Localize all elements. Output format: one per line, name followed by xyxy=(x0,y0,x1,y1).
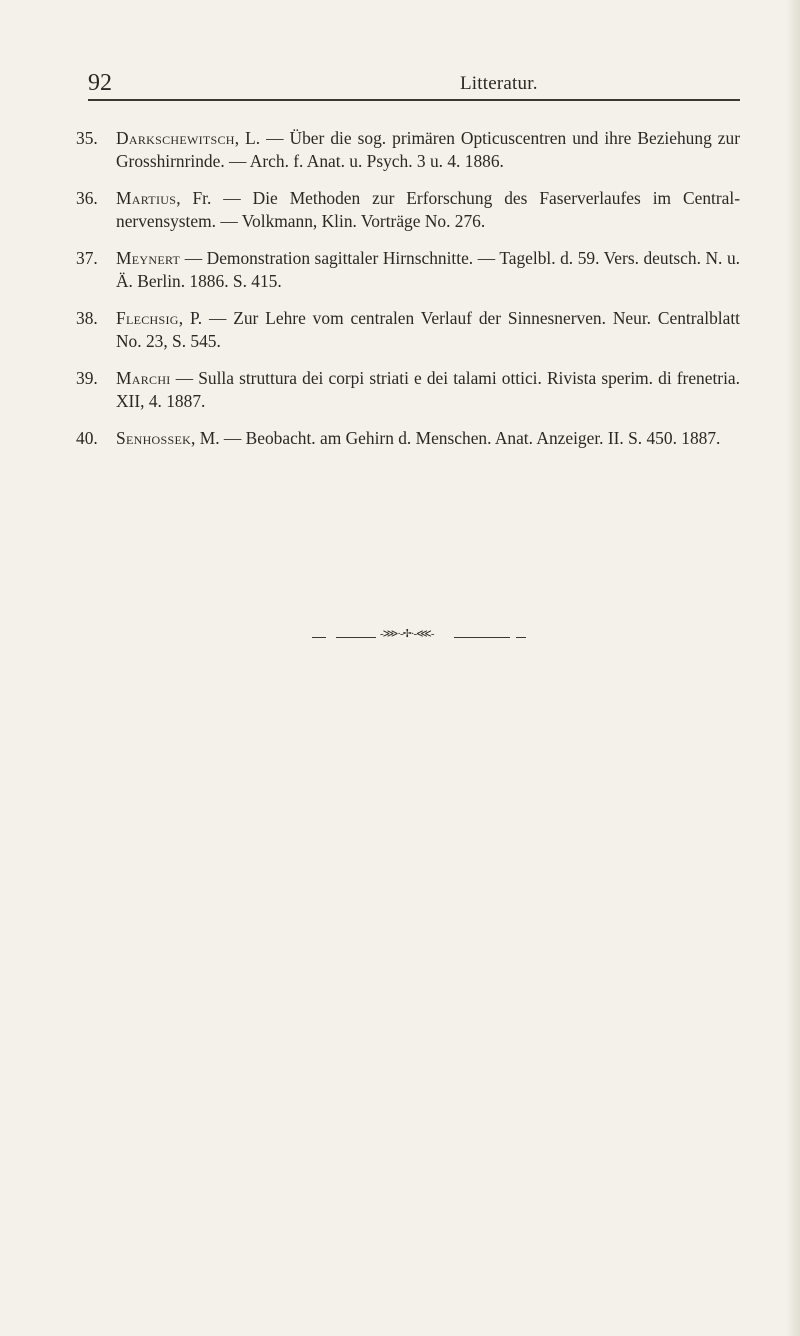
reference-number: 38. xyxy=(76,308,98,328)
reference-text: , Fr. — Die Methoden zur Erforschung des Faserverlaufes im Central-nervensystem. — Volkmann, Klin. Vorträge No. 276. xyxy=(116,188,740,231)
reference-item xyxy=(76,187,740,233)
reference-text: — Sulla struttura dei corpi striati e dei talami ottici. Rivista sperim. di frenetria. XII, 4. 1887. xyxy=(116,368,740,411)
page-edge-shadow xyxy=(786,0,800,1336)
reference-item xyxy=(76,247,740,293)
reference-item xyxy=(76,367,740,413)
reference-item xyxy=(76,307,740,353)
reference-text: — Demonstration sagittaler Hirnschnitte. — Tagelbl. d. 59. Vers. deutsch. N. u. Ä. Berlin. 1886. S. 415. xyxy=(116,248,740,291)
reference-number: 36. xyxy=(76,188,98,208)
reference-author: Marchi xyxy=(116,368,171,388)
reference-item xyxy=(76,427,740,450)
reference-list xyxy=(76,127,740,464)
reference-number: 39. xyxy=(76,368,98,388)
reference-item xyxy=(76,127,740,173)
running-title: Litteratur. xyxy=(460,73,538,94)
reference-number: 37. xyxy=(76,248,98,268)
ornament-line-right-short xyxy=(516,637,526,638)
ornament-line-left-short xyxy=(312,637,326,638)
ornament-glyph: -⋙·-✢·-⋘- xyxy=(380,628,434,640)
reference-number: 35. xyxy=(76,128,98,148)
header-rule xyxy=(88,99,740,101)
reference-author: Senhossek xyxy=(116,428,192,448)
reference-text: , M. — Beobacht. am Gehirn d. Menschen. Anat. Anzeiger. II. S. 450. 1887. xyxy=(191,428,721,448)
page-number: 92 xyxy=(88,70,112,96)
reference-author: Martius xyxy=(116,188,177,208)
page-header xyxy=(88,70,738,100)
end-ornament-icon xyxy=(312,628,526,642)
reference-author: Meynert xyxy=(116,248,181,268)
reference-text: , P. — Zur Lehre vom centralen Verlauf der Sinnesnerven. Neur. Centralblatt No. 23, S. 545. xyxy=(116,308,740,351)
reference-text: , L. — Über die sog. primären Opticuscentren und ihre Beziehung zur Grosshirnrinde. — Arch. f. Anat. u. Psych. 3 u. 4. 1886. xyxy=(116,128,740,171)
ornament-line-right xyxy=(454,637,510,638)
reference-author: Darkschewitsch xyxy=(116,128,235,148)
reference-author: Flechsig xyxy=(116,308,179,328)
ornament-line-left xyxy=(336,637,376,638)
reference-number: 40. xyxy=(76,428,98,448)
